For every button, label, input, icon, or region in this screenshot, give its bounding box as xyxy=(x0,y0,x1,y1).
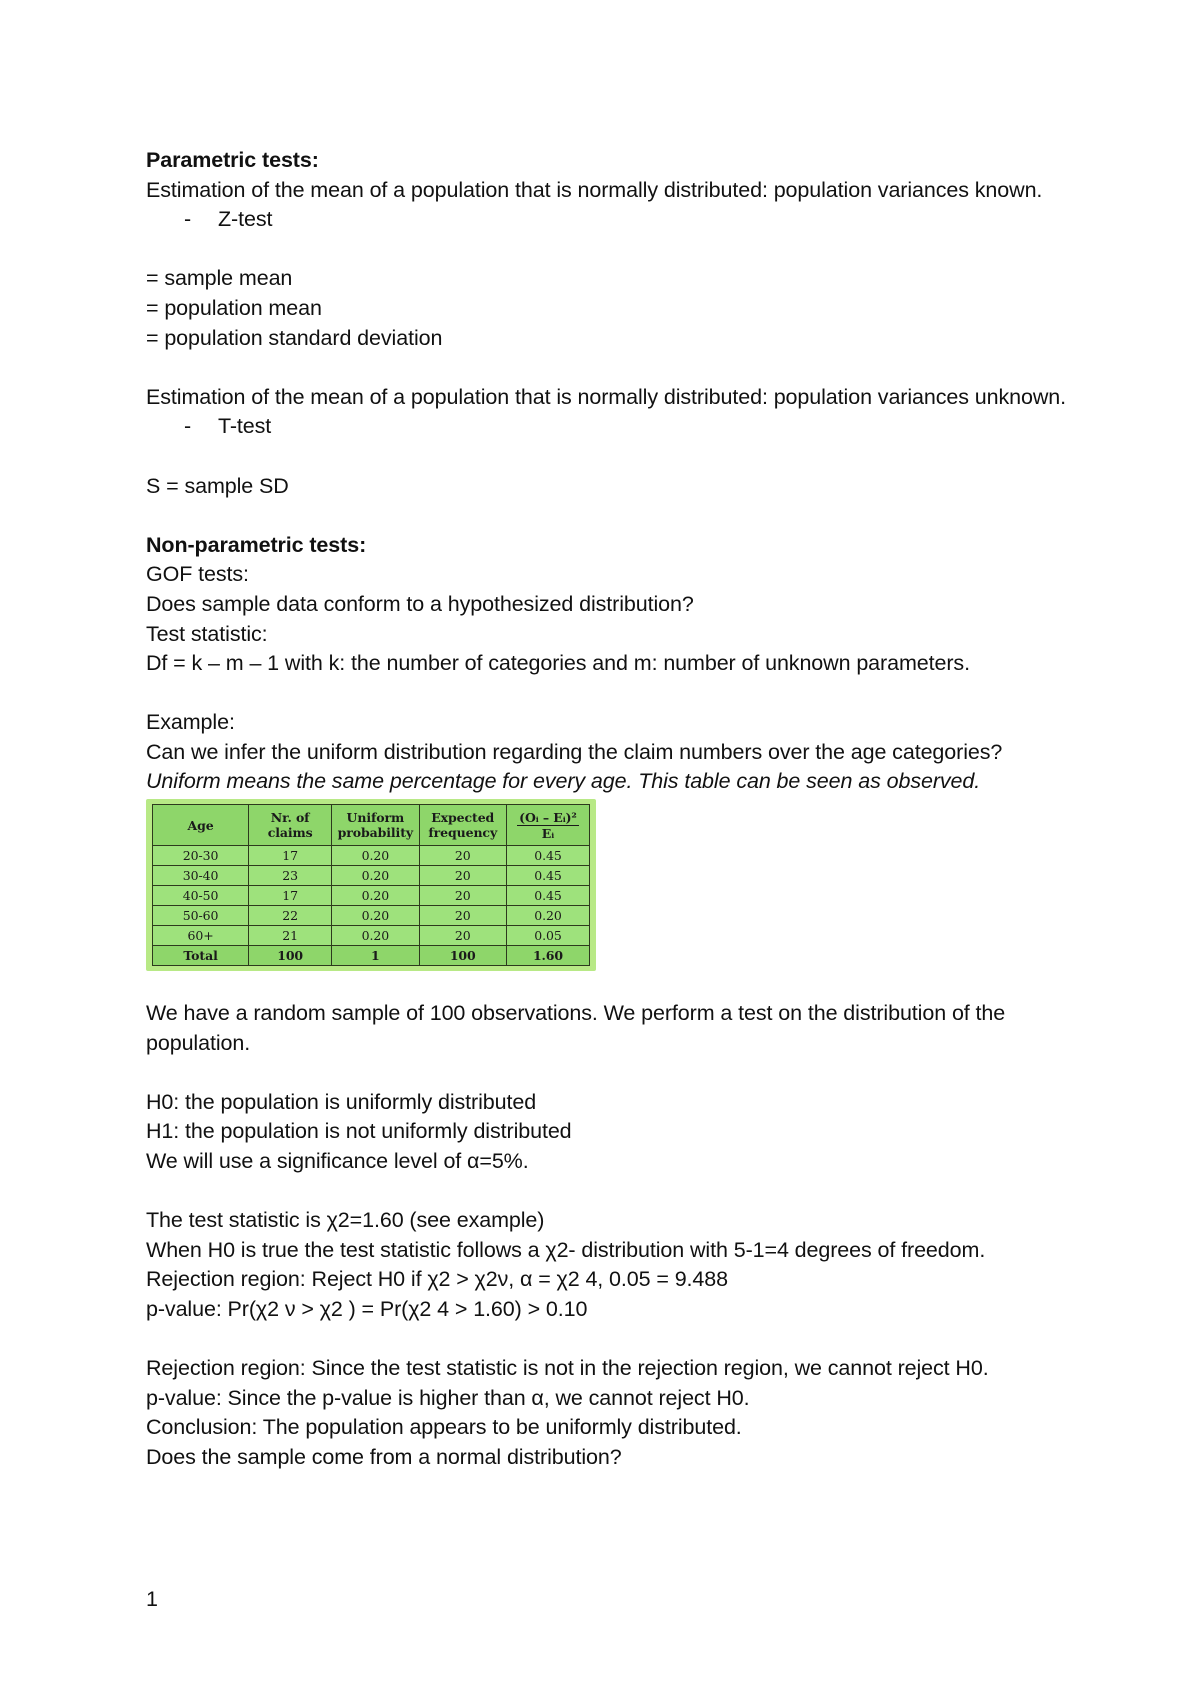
test-statistic-value: The test statistic is χ2=1.60 (see example) xyxy=(146,1208,545,1233)
rejection-region-conclusion: Rejection region: Since the test statistic is not in the rejection region, we cannot reject H0. xyxy=(146,1356,989,1381)
bullet-dash: - xyxy=(184,207,192,232)
page-number: 1 xyxy=(146,1587,158,1611)
total-frequency: 100 xyxy=(419,946,506,966)
cell-probability: 0.20 xyxy=(332,866,419,886)
header-prob-line2: probability xyxy=(337,825,414,841)
normality-question: Does the sample come from a normal distribution? xyxy=(146,1444,622,1469)
rejection-region-rule: Rejection region: Reject H0 if χ2 > χ2ν, α = χ2 4, 0.05 = 9.488 xyxy=(146,1267,729,1292)
table-row xyxy=(153,846,590,866)
spacer xyxy=(146,1177,1076,1207)
spacer xyxy=(146,679,1076,709)
cell-age: 40-50 xyxy=(153,886,249,906)
cell-age: 50-60 xyxy=(153,906,249,926)
non-parametric-heading: Non-parametric tests: xyxy=(146,532,367,557)
gof-question: Does sample data conform to a hypothesized distribution? xyxy=(146,591,694,616)
parametric-heading: Parametric tests: xyxy=(146,148,319,172)
significance-level: We will use a significance level of α=5%. xyxy=(146,1149,529,1174)
cell-chi: 0.45 xyxy=(506,886,589,906)
population-mean-definition: = population mean xyxy=(146,295,322,320)
spacer xyxy=(146,1058,1076,1088)
test-statistic-label: Test statistic: xyxy=(146,621,268,646)
header-freq-line2: frequency xyxy=(428,825,498,841)
cell-claims: 17 xyxy=(249,886,332,906)
t-test-bullet xyxy=(146,412,1076,442)
sample-sd-definition: S = sample SD xyxy=(146,473,289,498)
cell-frequency: 20 xyxy=(419,926,506,946)
cell-probability: 0.20 xyxy=(332,926,419,946)
sample-mean-definition: = sample mean xyxy=(146,266,293,291)
header-freq-line1: Expected xyxy=(431,810,495,826)
cell-probability: 0.20 xyxy=(332,886,419,906)
population-sd-definition: = population standard deviation xyxy=(146,325,443,350)
example-question: Can we infer the uniform distribution regarding the claim numbers over the age categories? xyxy=(146,739,1003,764)
table-row xyxy=(153,926,590,946)
table-row xyxy=(153,886,590,906)
example-title: Example: xyxy=(146,710,235,735)
total-label: Total xyxy=(153,946,249,966)
header-frequency xyxy=(419,805,506,846)
claims-table-image xyxy=(146,799,596,971)
total-chi: 1.60 xyxy=(506,946,589,966)
table-header-row xyxy=(153,805,590,846)
null-hypothesis: H0: the population is uniformly distributed xyxy=(146,1089,537,1114)
cell-chi: 0.45 xyxy=(506,866,589,886)
z-test-description: Estimation of the mean of a population that is normally distributed: population variances known. xyxy=(146,177,1043,202)
bullet-dash: - xyxy=(184,414,192,439)
cell-chi: 0.45 xyxy=(506,846,589,866)
distribution-statement: When H0 is true the test statistic follows a χ2- distribution with 5-1=4 degrees of freedom. xyxy=(146,1237,986,1262)
cell-chi: 0.20 xyxy=(506,906,589,926)
header-claims xyxy=(249,805,332,846)
header-age: Age xyxy=(153,805,249,846)
header-probability xyxy=(332,805,419,846)
total-claims: 100 xyxy=(249,946,332,966)
chi-denominator: Eᵢ xyxy=(541,825,555,841)
claims-table xyxy=(152,804,590,966)
cell-frequency: 20 xyxy=(419,886,506,906)
cell-claims: 21 xyxy=(249,926,332,946)
z-test-label: Z-test xyxy=(218,207,273,232)
cell-probability: 0.20 xyxy=(332,846,419,866)
spacer xyxy=(146,353,1076,383)
cell-frequency: 20 xyxy=(419,846,506,866)
spacer xyxy=(146,977,1076,999)
spacer xyxy=(146,442,1076,472)
header-chi-component xyxy=(506,805,589,846)
spacer xyxy=(146,501,1076,531)
cell-probability: 0.20 xyxy=(332,906,419,926)
table-row xyxy=(153,906,590,926)
p-value-conclusion: p-value: Since the p-value is higher than α, we cannot reject H0. xyxy=(146,1385,750,1410)
total-probability: 1 xyxy=(332,946,419,966)
final-conclusion: Conclusion: The population appears to be uniformly distributed. xyxy=(146,1415,742,1440)
header-claims-line1: Nr. of xyxy=(270,810,310,826)
cell-age: 60+ xyxy=(153,926,249,946)
t-test-description: Estimation of the mean of a population that is normally distributed: population variances unknown. xyxy=(146,384,1067,409)
cell-age: 20-30 xyxy=(153,846,249,866)
sample-description: We have a random sample of 100 observations. We perform a test on the distribution of the population. xyxy=(146,1001,1006,1055)
cell-frequency: 20 xyxy=(419,906,506,926)
chi-fraction xyxy=(517,810,579,841)
table-row xyxy=(153,866,590,886)
document-body xyxy=(146,146,1076,1473)
spacer xyxy=(146,235,1076,265)
chi-numerator: (Oᵢ – Eᵢ)² xyxy=(519,809,577,825)
header-claims-line2: claims xyxy=(267,825,313,841)
cell-claims: 23 xyxy=(249,866,332,886)
cell-chi: 0.05 xyxy=(506,926,589,946)
gof-tests-label: GOF tests: xyxy=(146,562,249,587)
header-prob-line1: Uniform xyxy=(346,810,405,826)
table-total-row xyxy=(153,946,590,966)
degrees-of-freedom-formula: Df = k – m – 1 with k: the number of categories and m: number of unknown parameters. xyxy=(146,651,970,676)
cell-age: 30-40 xyxy=(153,866,249,886)
z-test-bullet xyxy=(146,205,1076,235)
cell-claims: 22 xyxy=(249,906,332,926)
spacer xyxy=(146,1325,1076,1355)
cell-claims: 17 xyxy=(249,846,332,866)
example-note: Uniform means the same percentage for every age. This table can be seen as observed. xyxy=(146,769,981,794)
t-test-label: T-test xyxy=(218,414,272,439)
p-value-statement: p-value: Pr(χ2 ν > χ2 ) = Pr(χ2 4 > 1.60) > 0.10 xyxy=(146,1297,588,1321)
alternative-hypothesis: H1: the population is not uniformly distributed xyxy=(146,1119,572,1144)
cell-frequency: 20 xyxy=(419,866,506,886)
